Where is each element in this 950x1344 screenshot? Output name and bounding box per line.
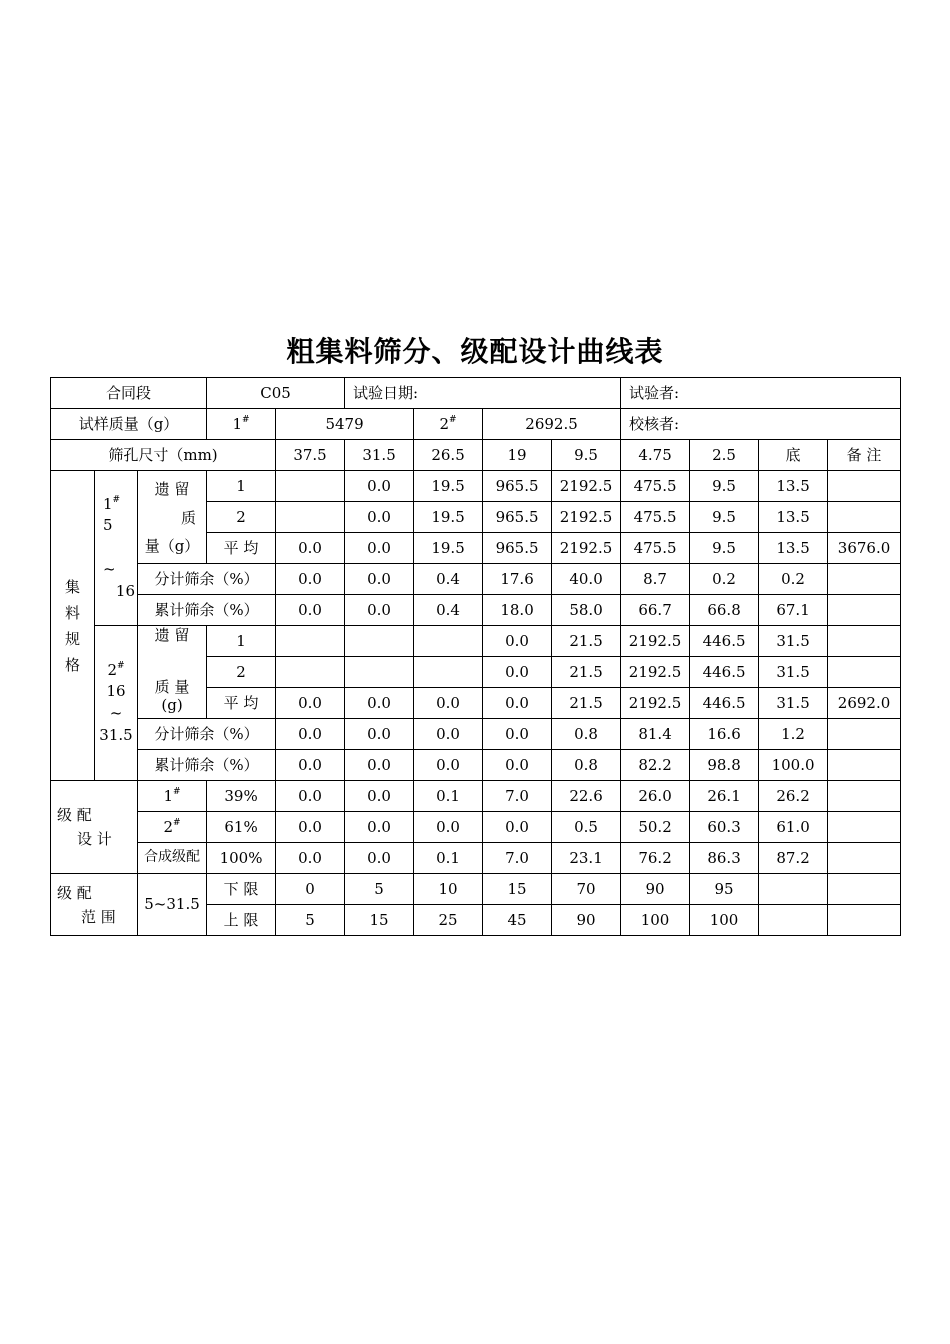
design-row-label: 1# xyxy=(138,781,207,812)
data-cell[interactable]: 10 xyxy=(414,874,483,905)
data-cell[interactable] xyxy=(828,812,901,843)
data-cell[interactable]: 0.0 xyxy=(483,657,552,688)
design-label: 级 配 设 计 xyxy=(51,781,138,874)
data-cell[interactable]: 100 xyxy=(621,905,690,936)
design-row-label: 合成级配 xyxy=(138,843,207,874)
data-cell[interactable]: 9.5 xyxy=(690,533,759,564)
data-cell[interactable] xyxy=(759,905,828,936)
data-cell[interactable]: 0.0 xyxy=(276,688,345,719)
data-cell[interactable]: 0.0 xyxy=(345,843,414,874)
sieve-size: 26.5 xyxy=(414,440,483,471)
data-cell[interactable]: 66.7 xyxy=(621,595,690,626)
data-cell[interactable]: 26.1 xyxy=(690,781,759,812)
data-cell[interactable]: 31.5 xyxy=(759,688,828,719)
data-cell[interactable]: 100.0 xyxy=(759,750,828,781)
data-cell[interactable]: 446.5 xyxy=(690,626,759,657)
data-cell[interactable] xyxy=(828,781,901,812)
upper-label: 上 限 xyxy=(207,905,276,936)
data-cell[interactable] xyxy=(828,719,901,750)
lower-label: 下 限 xyxy=(207,874,276,905)
data-cell[interactable] xyxy=(828,471,901,502)
g2-run1-row xyxy=(51,626,901,657)
data-cell[interactable]: 0.0 xyxy=(483,812,552,843)
data-cell[interactable]: 0.0 xyxy=(345,750,414,781)
data-cell[interactable]: 0.0 xyxy=(345,688,414,719)
run-label: 1 xyxy=(207,626,276,657)
data-cell[interactable] xyxy=(414,657,483,688)
design-pct[interactable]: 100% xyxy=(207,843,276,874)
data-cell[interactable]: 3676.0 xyxy=(828,533,901,564)
data-cell[interactable]: 0.0 xyxy=(345,812,414,843)
data-cell[interactable]: 13.5 xyxy=(759,502,828,533)
data-cell[interactable] xyxy=(828,750,901,781)
data-cell[interactable]: 5 xyxy=(276,905,345,936)
sieve-size: 19 xyxy=(483,440,552,471)
data-cell[interactable]: 8.7 xyxy=(621,564,690,595)
data-cell[interactable]: 26.2 xyxy=(759,781,828,812)
data-cell[interactable]: 475.5 xyxy=(621,471,690,502)
design-row-2 xyxy=(51,812,901,843)
contract-label: 合同段 xyxy=(51,378,207,409)
data-cell[interactable]: 446.5 xyxy=(690,657,759,688)
data-cell[interactable]: 0.2 xyxy=(759,564,828,595)
data-cell[interactable]: 2192.5 xyxy=(621,657,690,688)
data-cell[interactable]: 31.5 xyxy=(759,626,828,657)
g2-retained-label: 遗 留 质 量 (g) xyxy=(138,626,207,719)
data-cell[interactable]: 0.4 xyxy=(414,595,483,626)
data-cell[interactable]: 2192.5 xyxy=(621,626,690,657)
data-cell[interactable]: 446.5 xyxy=(690,688,759,719)
data-cell[interactable]: 98.8 xyxy=(690,750,759,781)
g1-retained-label: 遗 留 质 量（g） xyxy=(138,471,207,564)
sample1-label: 1# xyxy=(207,409,276,440)
data-cell[interactable]: 475.5 xyxy=(621,533,690,564)
g2-partial-row xyxy=(51,719,901,750)
data-cell[interactable]: 26.0 xyxy=(621,781,690,812)
data-cell[interactable]: 21.5 xyxy=(552,688,621,719)
data-cell[interactable]: 9.5 xyxy=(690,502,759,533)
data-cell[interactable]: 965.5 xyxy=(483,471,552,502)
data-cell[interactable]: 66.8 xyxy=(690,595,759,626)
remark-label: 备 注 xyxy=(828,440,901,471)
data-cell[interactable]: 0.0 xyxy=(276,564,345,595)
data-cell[interactable] xyxy=(276,657,345,688)
sieve-size: 4.75 xyxy=(621,440,690,471)
data-cell[interactable] xyxy=(828,595,901,626)
run-label: 2 xyxy=(207,502,276,533)
data-cell[interactable]: 0.0 xyxy=(414,688,483,719)
data-cell[interactable] xyxy=(345,657,414,688)
sieve-size: 底 xyxy=(759,440,828,471)
data-cell[interactable]: 19.5 xyxy=(414,502,483,533)
data-cell[interactable]: 0.0 xyxy=(483,719,552,750)
data-cell[interactable]: 965.5 xyxy=(483,533,552,564)
data-cell[interactable]: 67.1 xyxy=(759,595,828,626)
data-cell[interactable] xyxy=(759,874,828,905)
data-cell[interactable]: 0.0 xyxy=(276,533,345,564)
data-cell[interactable]: 0.0 xyxy=(345,564,414,595)
data-cell[interactable] xyxy=(276,502,345,533)
range-label: 级 配 范 围 xyxy=(51,874,138,936)
data-cell[interactable]: 2192.5 xyxy=(552,533,621,564)
spec1-label: 1# 5 ~ 16 xyxy=(95,471,138,626)
data-cell[interactable]: 7.0 xyxy=(483,843,552,874)
avg-label: 平 均 xyxy=(207,533,276,564)
data-cell[interactable]: 0.1 xyxy=(414,781,483,812)
data-cell[interactable] xyxy=(828,905,901,936)
sieve-size: 31.5 xyxy=(345,440,414,471)
data-cell[interactable] xyxy=(345,626,414,657)
data-cell[interactable]: 16.6 xyxy=(690,719,759,750)
data-cell[interactable]: 0.0 xyxy=(414,719,483,750)
data-cell[interactable]: 100 xyxy=(690,905,759,936)
data-cell[interactable]: 61.0 xyxy=(759,812,828,843)
sieve-size: 2.5 xyxy=(690,440,759,471)
data-cell[interactable]: 0.8 xyxy=(552,750,621,781)
data-cell[interactable]: 0.0 xyxy=(345,471,414,502)
data-cell[interactable]: 58.0 xyxy=(552,595,621,626)
run-label: 2 xyxy=(207,657,276,688)
data-cell[interactable]: 475.5 xyxy=(621,502,690,533)
data-cell[interactable]: 2192.5 xyxy=(552,502,621,533)
page-title: 粗集料筛分、级配设计曲线表 xyxy=(286,335,664,368)
data-cell[interactable]: 60.3 xyxy=(690,812,759,843)
header-row-sample xyxy=(51,409,901,440)
sample-mass-label: 试样质量（g） xyxy=(51,409,207,440)
data-cell[interactable]: 19.5 xyxy=(414,533,483,564)
sample2-label: 2# xyxy=(414,409,483,440)
data-cell[interactable]: 90 xyxy=(621,874,690,905)
data-cell[interactable]: 0.0 xyxy=(414,812,483,843)
data-cell[interactable] xyxy=(828,626,901,657)
data-cell[interactable]: 2192.5 xyxy=(552,471,621,502)
range-lower-row xyxy=(51,874,901,905)
data-cell[interactable] xyxy=(414,626,483,657)
data-cell[interactable]: 86.3 xyxy=(690,843,759,874)
data-cell[interactable]: 9.5 xyxy=(690,471,759,502)
data-cell[interactable]: 23.1 xyxy=(552,843,621,874)
data-cell[interactable]: 76.2 xyxy=(621,843,690,874)
sample2-mass[interactable]: 2692.5 xyxy=(483,409,621,440)
data-cell[interactable]: 15 xyxy=(483,874,552,905)
data-cell[interactable] xyxy=(828,564,901,595)
sieve-analysis-table xyxy=(50,377,901,936)
data-cell[interactable]: 0.0 xyxy=(276,719,345,750)
data-cell[interactable]: 45 xyxy=(483,905,552,936)
data-cell[interactable]: 0.0 xyxy=(414,750,483,781)
data-cell[interactable] xyxy=(276,471,345,502)
data-cell[interactable]: 25 xyxy=(414,905,483,936)
data-cell[interactable] xyxy=(828,502,901,533)
aggregate-group-label: 集料规格 xyxy=(51,471,95,781)
sample1-mass[interactable]: 5479 xyxy=(276,409,414,440)
data-cell[interactable]: 13.5 xyxy=(759,471,828,502)
data-cell[interactable]: 0.0 xyxy=(345,719,414,750)
data-cell[interactable]: 0.0 xyxy=(276,781,345,812)
data-cell[interactable]: 0.0 xyxy=(345,533,414,564)
g1-run1-row xyxy=(51,471,901,502)
spec2-label: 2# 16 ~ 31.5 xyxy=(95,626,138,781)
design-pct[interactable]: 39% xyxy=(207,781,276,812)
data-cell[interactable]: 15 xyxy=(345,905,414,936)
data-cell[interactable]: 50.2 xyxy=(621,812,690,843)
cumulative-label: 累计筛余（%） xyxy=(138,595,276,626)
data-cell[interactable] xyxy=(828,874,901,905)
data-cell[interactable]: 0.0 xyxy=(483,750,552,781)
data-cell[interactable]: 17.6 xyxy=(483,564,552,595)
data-cell[interactable] xyxy=(276,626,345,657)
data-cell[interactable]: 0.4 xyxy=(414,564,483,595)
design-row-1 xyxy=(51,781,901,812)
data-cell[interactable] xyxy=(828,843,901,874)
data-cell[interactable]: 2192.5 xyxy=(621,688,690,719)
data-cell[interactable]: 0.0 xyxy=(345,502,414,533)
data-cell[interactable]: 0.0 xyxy=(276,595,345,626)
data-cell[interactable]: 0.2 xyxy=(690,564,759,595)
data-cell[interactable]: 13.5 xyxy=(759,533,828,564)
checker-label[interactable]: 校核者: xyxy=(621,409,901,440)
data-cell[interactable]: 87.2 xyxy=(759,843,828,874)
run-label: 1 xyxy=(207,471,276,502)
sieve-size: 9.5 xyxy=(552,440,621,471)
data-cell[interactable]: 0.0 xyxy=(483,688,552,719)
data-cell[interactable]: 0.5 xyxy=(552,812,621,843)
data-cell[interactable]: 19.5 xyxy=(414,471,483,502)
design-pct[interactable]: 61% xyxy=(207,812,276,843)
header-row-contract xyxy=(51,378,901,409)
data-cell[interactable]: 21.5 xyxy=(552,626,621,657)
data-cell[interactable]: 0.0 xyxy=(276,812,345,843)
data-cell[interactable] xyxy=(828,657,901,688)
data-cell[interactable]: 31.5 xyxy=(759,657,828,688)
data-cell[interactable]: 0.0 xyxy=(483,626,552,657)
contract-value[interactable]: C05 xyxy=(207,378,345,409)
data-cell[interactable]: 18.0 xyxy=(483,595,552,626)
g1-partial-row xyxy=(51,564,901,595)
avg-label: 平 均 xyxy=(207,688,276,719)
data-cell[interactable]: 40.0 xyxy=(552,564,621,595)
range-spec: 5~31.5 xyxy=(138,874,207,936)
data-cell[interactable]: 0.0 xyxy=(276,750,345,781)
sieve-size-row xyxy=(51,440,901,471)
data-cell[interactable]: 7.0 xyxy=(483,781,552,812)
design-row-combined xyxy=(51,843,901,874)
data-cell[interactable]: 2692.0 xyxy=(828,688,901,719)
data-cell[interactable]: 90 xyxy=(552,905,621,936)
sieve-size: 37.5 xyxy=(276,440,345,471)
cumulative-label: 累计筛余（%） xyxy=(138,750,276,781)
g2-cumulative-row xyxy=(51,750,901,781)
data-cell[interactable]: 95 xyxy=(690,874,759,905)
data-cell[interactable]: 21.5 xyxy=(552,657,621,688)
g1-cumulative-row xyxy=(51,595,901,626)
data-cell[interactable]: 965.5 xyxy=(483,502,552,533)
data-cell[interactable]: 0.0 xyxy=(345,595,414,626)
data-cell[interactable]: 0.0 xyxy=(276,843,345,874)
sieve-size-label: 筛孔尺寸（mm) xyxy=(51,440,276,471)
data-cell[interactable]: 81.4 xyxy=(621,719,690,750)
data-cell[interactable]: 0.8 xyxy=(552,719,621,750)
data-cell[interactable]: 5 xyxy=(345,874,414,905)
data-cell[interactable]: 70 xyxy=(552,874,621,905)
data-cell[interactable]: 0 xyxy=(276,874,345,905)
data-cell[interactable]: 82.2 xyxy=(621,750,690,781)
test-date-label[interactable]: 试验日期: xyxy=(345,378,621,409)
data-cell[interactable]: 0.1 xyxy=(414,843,483,874)
tester-label[interactable]: 试验者: xyxy=(621,378,901,409)
data-cell[interactable]: 0.0 xyxy=(345,781,414,812)
data-cell[interactable]: 1.2 xyxy=(759,719,828,750)
design-row-label: 2# xyxy=(138,812,207,843)
data-cell[interactable]: 22.6 xyxy=(552,781,621,812)
partial-label: 分计筛余（%） xyxy=(138,564,276,595)
partial-label: 分计筛余（%） xyxy=(138,719,276,750)
